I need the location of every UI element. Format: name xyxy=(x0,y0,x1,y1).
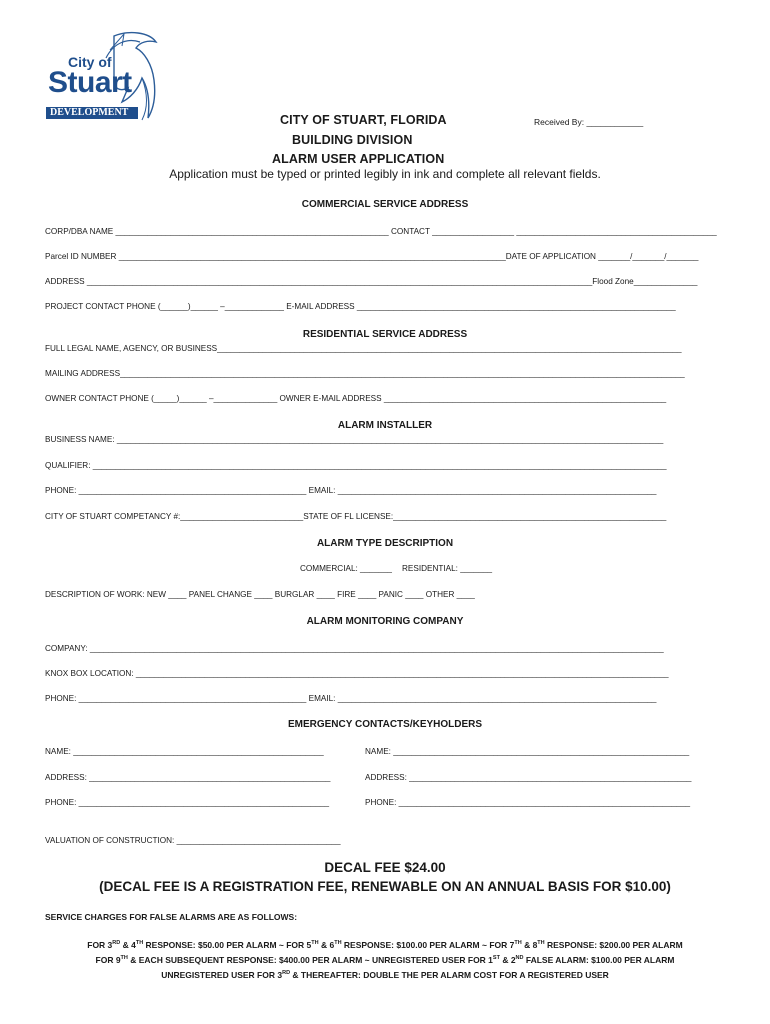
qualifier-field[interactable]: QUALIFIER: ______________________________________________________________________________________________________________________________ xyxy=(45,461,667,470)
monitoring-phone-email-field[interactable]: PHONE: __________________________________________________ EMAIL: ______________________________________________________________________ xyxy=(45,694,657,703)
emergency-address-1-field[interactable]: ADDRESS: _____________________________________________________ xyxy=(45,773,331,782)
project-contact-field[interactable]: PROJECT CONTACT PHONE (______)______ –_____________ E-MAIL ADDRESS ______________________________________________________________________ xyxy=(45,302,676,311)
emergency-name-1-field[interactable]: NAME: _______________________________________________________ xyxy=(45,747,324,756)
decal-fee-note: (DECAL FEE IS A REGISTRATION FEE, RENEWABLE ON AN ANNUAL BASIS FOR $10.00) xyxy=(99,879,671,894)
owner-contact-field[interactable]: OWNER CONTACT PHONE (_____)______ –______________ OWNER E-MAIL ADDRESS ______________________________________________________________ xyxy=(45,394,667,403)
section-commercial-title: COMMERCIAL SERVICE ADDRESS xyxy=(301,199,469,210)
decal-fee: DECAL FEE $24.00 xyxy=(324,860,446,875)
address-field[interactable]: ADDRESS _______________________________________________________________________________________________________________Flood Zone______________ xyxy=(45,277,698,286)
description-of-work-field[interactable]: DESCRIPTION OF WORK: NEW ____ PANEL CHANGE ____ BURGLAR ____ FIRE ____ PANIC ____ OTHER ____ xyxy=(45,590,475,599)
full-legal-name-field[interactable]: FULL LEGAL NAME, AGENCY, OR BUSINESS______________________________________________________________________________________________________ xyxy=(45,344,682,353)
knox-box-field[interactable]: KNOX BOX LOCATION: _____________________________________________________________________________________________________________________ xyxy=(45,669,669,678)
header-city: CITY OF STUART, FLORIDA xyxy=(280,113,447,127)
business-name-field[interactable]: BUSINESS NAME: ________________________________________________________________________________________________________________________ xyxy=(45,435,664,444)
emergency-phone-1-field[interactable]: PHONE: _______________________________________________________ xyxy=(45,798,330,807)
service-charges-title: SERVICE CHARGES FOR FALSE ALARMS ARE AS FOLLOWS: xyxy=(45,912,298,922)
header-title: ALARM USER APPLICATION xyxy=(272,152,445,166)
city-logo xyxy=(44,28,166,124)
mailing-address-field[interactable]: MAILING ADDRESS____________________________________________________________________________________________________________________________ xyxy=(45,369,685,378)
charges-line-2: FOR 9TH & EACH SUBSEQUENT RESPONSE: $400.00 PER ALARM ~ UNREGISTERED USER FOR 1ST & 2ND FALSE ALARM: $100.00 PER ALARM xyxy=(95,955,675,965)
instructions: Application must be typed or printed legibly in ink and complete all relevant fields. xyxy=(169,167,601,181)
commercial-type-field[interactable]: COMMERCIAL: _______ xyxy=(300,564,392,573)
monitoring-company-field[interactable]: COMPANY: ______________________________________________________________________________________________________________________________ xyxy=(45,644,664,653)
competency-license-field[interactable]: CITY OF STUART COMPETANCY #:___________________________STATE OF FL LICENSE:____________________________________________________________ xyxy=(45,512,667,521)
logo-city-of: City of xyxy=(68,54,112,70)
charges-line-3: UNREGISTERED USER FOR 3RD & THEREAFTER: DOUBLE THE PER ALARM COST FOR A REGISTERED USER xyxy=(161,970,609,980)
valuation-field[interactable]: VALUATION OF CONSTRUCTION: ____________________________________ xyxy=(45,836,341,845)
parcel-id-field[interactable]: Parcel ID NUMBER _____________________________________________________________________________________DATE OF APPLICATION _______/_______/_______ xyxy=(45,252,699,261)
logo-stuart: Stuart xyxy=(48,66,132,99)
section-installer-title: ALARM INSTALLER xyxy=(337,420,433,431)
section-monitoring-title: ALARM MONITORING COMPANY xyxy=(306,616,464,627)
section-alarm-type-title: ALARM TYPE DESCRIPTION xyxy=(316,538,454,549)
emergency-phone-2-field[interactable]: PHONE: ________________________________________________________________ xyxy=(365,798,691,807)
received-by-field[interactable]: Received By: ____________ xyxy=(534,117,644,127)
charges-line-1: FOR 3RD & 4TH RESPONSE: $50.00 PER ALARM ~ FOR 5TH & 6TH RESPONSE: $100.00 PER ALARM ~ FOR 7TH & 8TH RESPONSE: $200.00 PER ALARM xyxy=(87,940,683,950)
section-emergency-title: EMERGENCY CONTACTS/KEYHOLDERS xyxy=(287,719,483,730)
section-residential-title: RESIDENTIAL SERVICE ADDRESS xyxy=(302,329,468,340)
header-division: BUILDING DIVISION xyxy=(292,133,413,147)
emergency-name-2-field[interactable]: NAME: _________________________________________________________________ xyxy=(365,747,690,756)
logo-development: DEVELOPMENT xyxy=(50,107,129,118)
installer-phone-email-field[interactable]: PHONE: __________________________________________________ EMAIL: ______________________________________________________________________ xyxy=(45,486,657,495)
emergency-address-2-field[interactable]: ADDRESS: ______________________________________________________________ xyxy=(365,773,692,782)
residential-type-field[interactable]: RESIDENTIAL: _______ xyxy=(402,564,493,573)
corp-dba-field[interactable]: CORP/DBA NAME ____________________________________________________________ CONTACT __________________ ____________________________________________ xyxy=(45,227,717,236)
